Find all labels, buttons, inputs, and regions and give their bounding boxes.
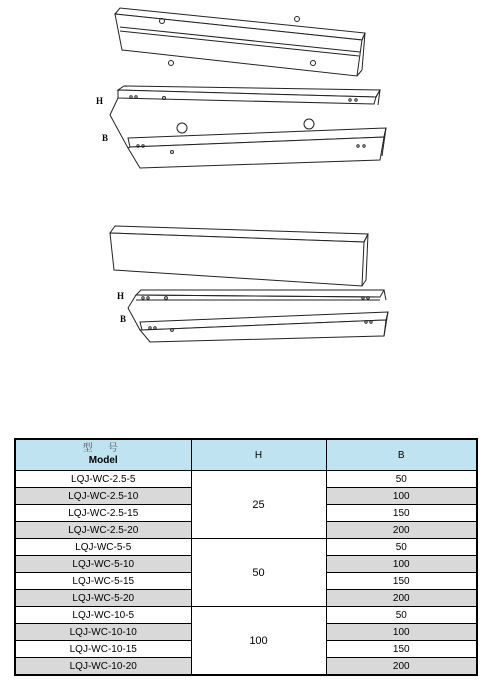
cell-b: 50 <box>326 471 477 488</box>
header-model-cn: 型 号 <box>82 443 124 454</box>
cell-model: LQJ-WC-5-10 <box>15 556 191 573</box>
header-b: B <box>326 439 477 471</box>
cell-b: 200 <box>326 590 477 607</box>
spec-table <box>14 438 478 676</box>
cell-model: LQJ-WC-10-5 <box>15 607 191 624</box>
cell-model: LQJ-WC-2.5-20 <box>15 522 191 539</box>
table-row <box>15 539 477 556</box>
cell-model: LQJ-WC-10-15 <box>15 641 191 658</box>
header-model-en: Model <box>88 455 118 466</box>
top-label-b: B <box>102 133 109 143</box>
bottom-label-h: H <box>117 291 125 301</box>
cell-b: 150 <box>326 573 477 590</box>
bottom-channel-drawing <box>128 290 388 342</box>
cell-model: LQJ-WC-10-10 <box>15 624 191 641</box>
cell-model: LQJ-WC-5-20 <box>15 590 191 607</box>
table-header-row <box>15 439 477 471</box>
cell-model: LQJ-WC-2.5-15 <box>15 505 191 522</box>
header-h: H <box>191 439 326 471</box>
cell-model: LQJ-WC-5-5 <box>15 539 191 556</box>
cell-h: 100 <box>191 607 326 676</box>
cell-h: 50 <box>191 539 326 607</box>
cell-model: LQJ-WC-2.5-5 <box>15 471 191 488</box>
cell-b: 50 <box>326 539 477 556</box>
cell-b: 200 <box>326 658 477 676</box>
bottom-cover-drawing <box>110 226 368 286</box>
top-cover-drawing <box>115 8 365 76</box>
bottom-label-b: B <box>120 314 127 324</box>
header-model <box>15 439 191 471</box>
cell-b: 200 <box>326 522 477 539</box>
cell-h: 25 <box>191 471 326 539</box>
top-label-h: H <box>96 96 104 106</box>
cell-b: 100 <box>326 488 477 505</box>
top-channel-drawing <box>110 86 386 168</box>
table-body <box>15 471 477 676</box>
table-row <box>15 607 477 624</box>
cell-model: LQJ-WC-10-20 <box>15 658 191 676</box>
table-row <box>15 471 477 488</box>
cell-b: 150 <box>326 505 477 522</box>
cell-b: 150 <box>326 641 477 658</box>
cell-model: LQJ-WC-2.5-10 <box>15 488 191 505</box>
cell-model: LQJ-WC-5-15 <box>15 573 191 590</box>
cell-b: 100 <box>326 624 477 641</box>
cell-b: 100 <box>326 556 477 573</box>
cell-b: 50 <box>326 607 477 624</box>
